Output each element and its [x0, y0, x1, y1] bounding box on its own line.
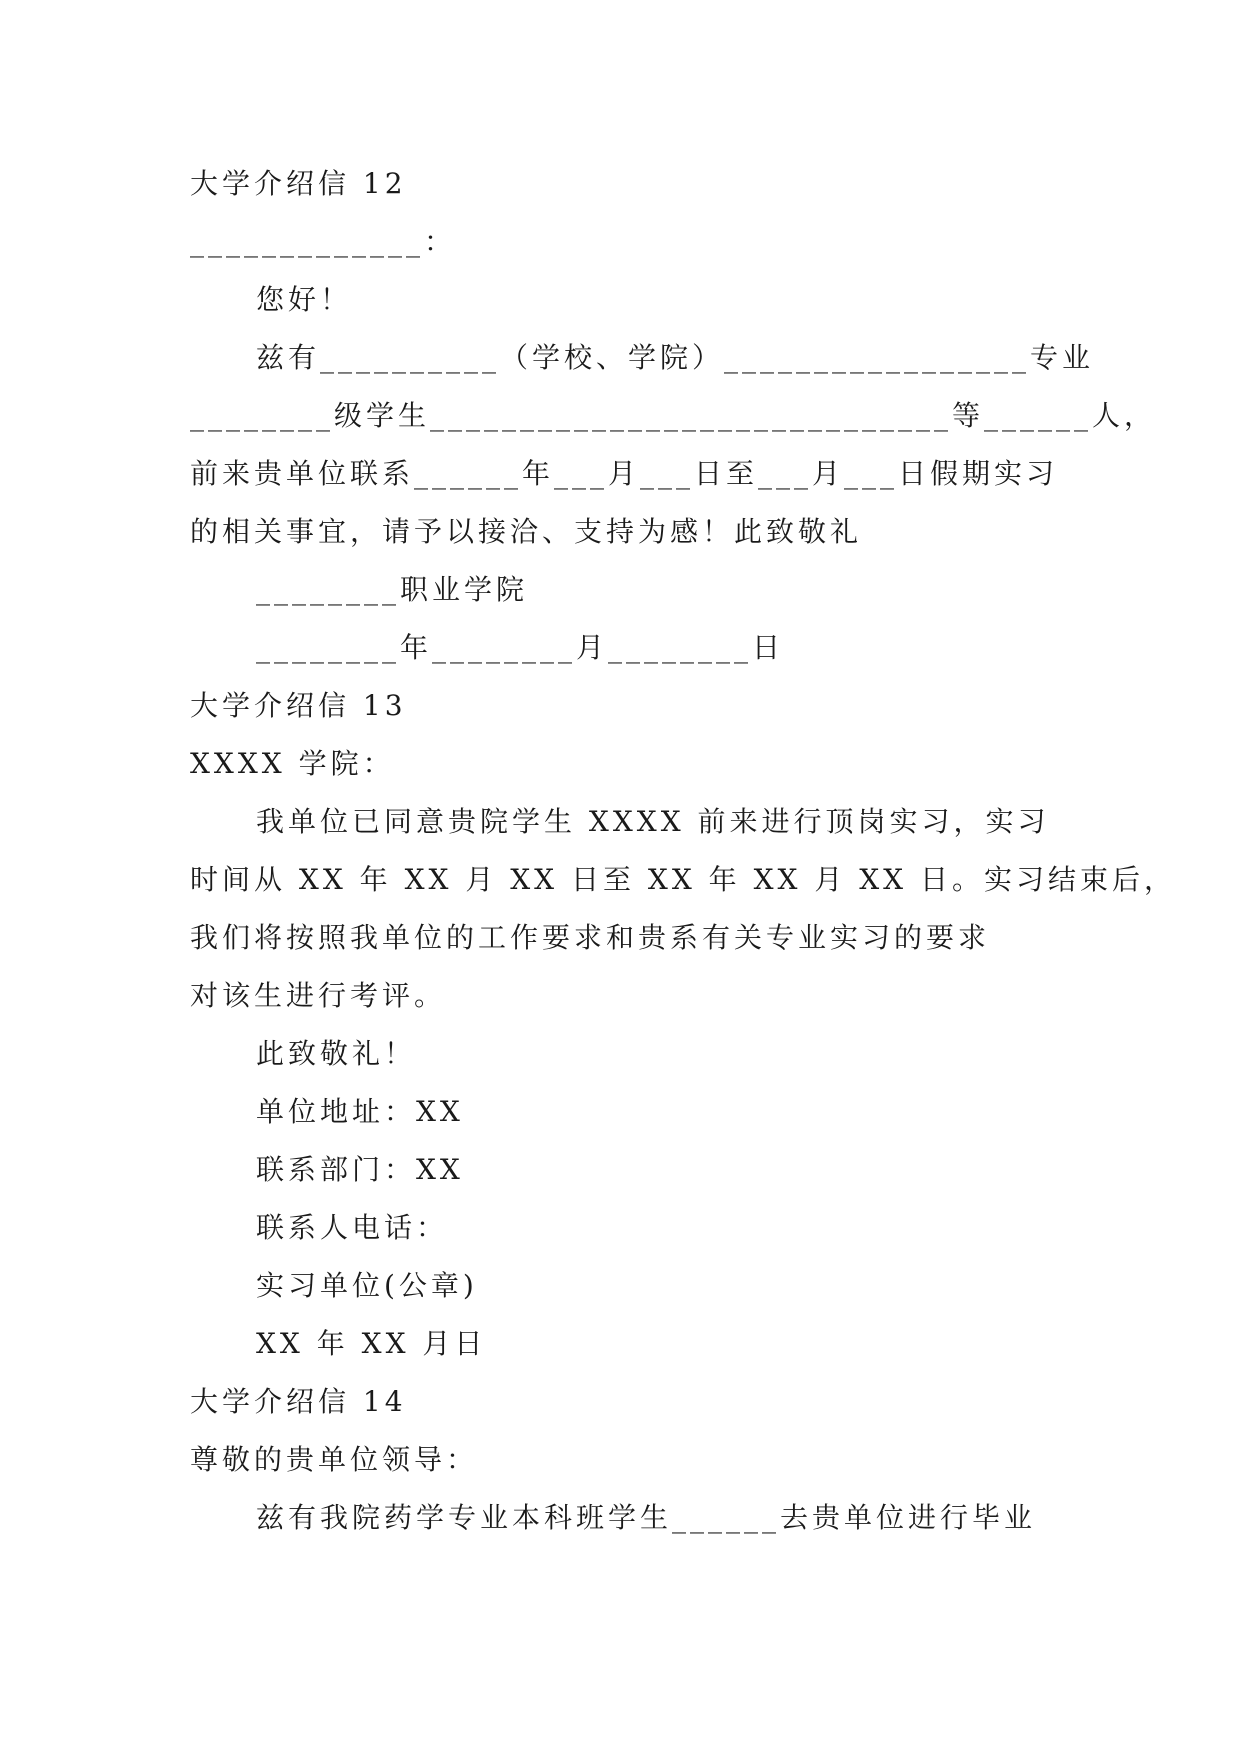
- letter-14-recipient: 尊敬的贵单位领导：: [190, 1443, 479, 1476]
- letter-12-greeting: 您好！: [256, 283, 353, 316]
- letter-13-seal: 实习单位(公章): [256, 1269, 478, 1302]
- letter-12-date: ________年________月________日: [256, 631, 785, 664]
- letter-13-body-line-4: 对该生进行考评。: [190, 979, 447, 1012]
- letter-13-address: 单位地址：XX: [256, 1095, 464, 1128]
- letter-12-title: 大学介绍信 12: [190, 167, 407, 200]
- letter-12-recipient: _____________：: [190, 225, 457, 258]
- letter-12-body-line-3: 前来贵单位联系______年___月___日至___月___日假期实习: [190, 457, 1059, 490]
- letter-12-signature: ________职业学院: [256, 573, 529, 606]
- letter-13-phone: 联系人电话：: [256, 1211, 449, 1244]
- letter-12-body-line-4: 的相关事宜，请予以接洽、支持为感！此致敬礼: [190, 515, 863, 548]
- letter-13-title: 大学介绍信 13: [190, 689, 407, 722]
- letter-13-body-line-1: 我单位已同意贵院学生 XXXX 前来进行顶岗实习，实习: [256, 805, 1050, 838]
- letter-13-body-line-2: 时间从 XX 年 XX 月 XX 日至 XX 年 XX 月 XX 日。实习结束后，: [190, 863, 1177, 896]
- letter-13-body-line-3: 我们将按照我单位的工作要求和贵系有关专业实习的要求: [190, 921, 991, 954]
- letter-14-title: 大学介绍信 14: [190, 1385, 407, 1418]
- letter-13-recipient: XXXX 学院：: [190, 747, 395, 780]
- letter-12-body-line-1: 兹有__________（学校、学院）_________________专业: [256, 341, 1095, 374]
- letter-13-date: XX 年 XX 月日: [256, 1327, 487, 1360]
- letter-13-department: 联系部门：XX: [256, 1153, 464, 1186]
- letter-12-body-line-2: ________级学生_____________________________等______人，: [190, 399, 1157, 432]
- letter-14-body-line-1: 兹有我院药学专业本科班学生______去贵单位进行毕业: [256, 1501, 1037, 1534]
- letter-13-closing: 此致敬礼！: [256, 1037, 417, 1070]
